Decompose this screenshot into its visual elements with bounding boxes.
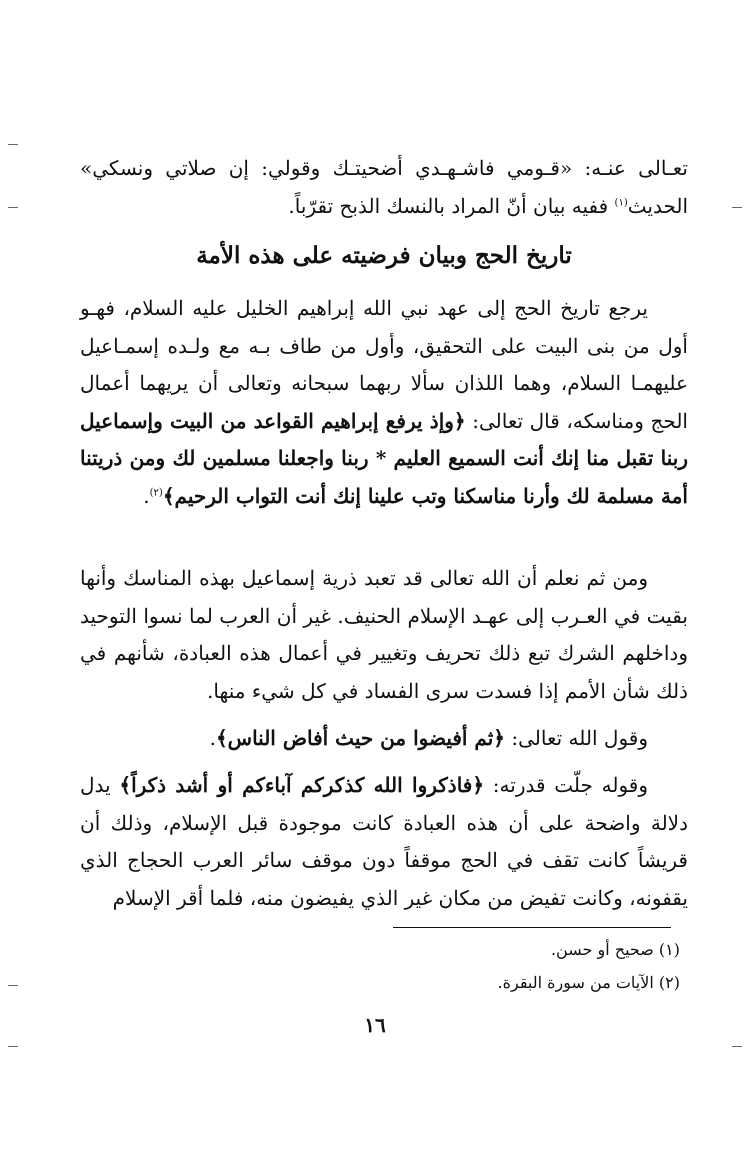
paragraph-1-end: . (143, 483, 150, 508)
paragraph-3 (80, 720, 688, 758)
paragraph-4 (80, 767, 688, 917)
paragraph-1 (80, 290, 688, 515)
scan-edge-mark (8, 207, 18, 208)
scan-edge-mark (732, 1046, 742, 1047)
quran-quote-1: ﴿وإذ يرفع إبراهيم القواعد من البيت وإسماعيل ربنا تقبل منا إنك أنت السميع العليم * ربنا واجعلنا مسلمين لك ومن ذريتنا أمة مسلمة لك وأرنا مناسكنا وتب علينا إنك أنت التواب الرحيم﴾ (80, 408, 688, 508)
scan-edge-mark (8, 144, 18, 145)
paragraph-3-end: . (209, 726, 216, 750)
footnote-2-number: (٢) (658, 973, 680, 992)
paragraph-2 (80, 560, 688, 710)
paragraph-2-text: ومن ثم نعلم أن الله تعالى قد تعبد ذرية إسماعيل بهذه المناسك وأنها بقيت في العـرب إلى عهـد الإسلام الحنيف. غير أن العرب لما نسوا التوحيد وداخلهم الشرك تبع ذلك تحريف وتغيير في أعمال هذه العبادة، شأنهم في ذلك شأن الأمم إذا فسدت سرى الفساد في كل شيء منها. (80, 566, 688, 703)
paragraph-3-text: وقول الله تعالى: (505, 726, 648, 750)
footnote-1 (180, 933, 680, 966)
intro-line-1: تعـالى عنـه: «قـومي فاشـهـدي أضحيتـك وقولي: إن صلاتي ونسكي» الحديث (80, 156, 688, 218)
scan-edge-mark (8, 1046, 18, 1047)
scan-edge-mark (732, 207, 742, 208)
footnote-1-number: (١) (658, 940, 680, 959)
footnote-2-text: الآيات من سورة البقرة. (497, 973, 659, 992)
section-heading: تاريخ الحج وبيان فرضيته على هذه الأمة (196, 242, 572, 269)
footnote-1-text: صحيح أو حسن. (550, 940, 659, 959)
scan-edge-mark (8, 985, 18, 986)
intro-line-2: ففيه بيان أنّ المراد بالنسك الذبح تقرّباً. (288, 193, 615, 218)
page-number: ١٦ (364, 1013, 386, 1037)
footnote-ref-1[interactable]: (١) (614, 196, 628, 208)
footnote-divider (393, 927, 671, 928)
footnote-2 (180, 966, 680, 999)
quran-quote-3: ﴿فاذكروا الله كذكركم آباءكم أو أشد ذكراً﴾ (119, 773, 485, 797)
footnotes (180, 933, 680, 999)
paragraph-4-text: وقوله جلّت قدرته: (484, 773, 649, 797)
paragraph-4-rest: يدل دلالة واضحة على أن هذه العبادة كانت موجودة قبل الإسلام، وذلك أن قريشاً كانت تقف في الحج موقفاً دون موقف سائر العرب الحجاج الذي يقفونه، وكانت تفيض من مكان غير الذي يفيضون منه، فلما أقر الإسلام (80, 773, 688, 910)
paragraph-1-text: يرجع تاريخ الحج إلى عهد نبي الله إبراهيم الخليل عليه السلام، فهـو أول من بنى البيت على التحقيق، وأول من طاف بـه مع ولـده إسمـاعيل عليهمـا السلام، وهما اللذان سألا ربهما سبحانه وتعالى أن يريهما أعمال الحج ومناسكه، قال تعالى: (80, 296, 688, 433)
footnote-ref-2[interactable]: (٢) (149, 486, 163, 498)
intro-paragraph (80, 150, 688, 225)
quran-quote-2: ﴿ثم أفيضوا من حيث أفاض الناس﴾ (215, 726, 506, 750)
